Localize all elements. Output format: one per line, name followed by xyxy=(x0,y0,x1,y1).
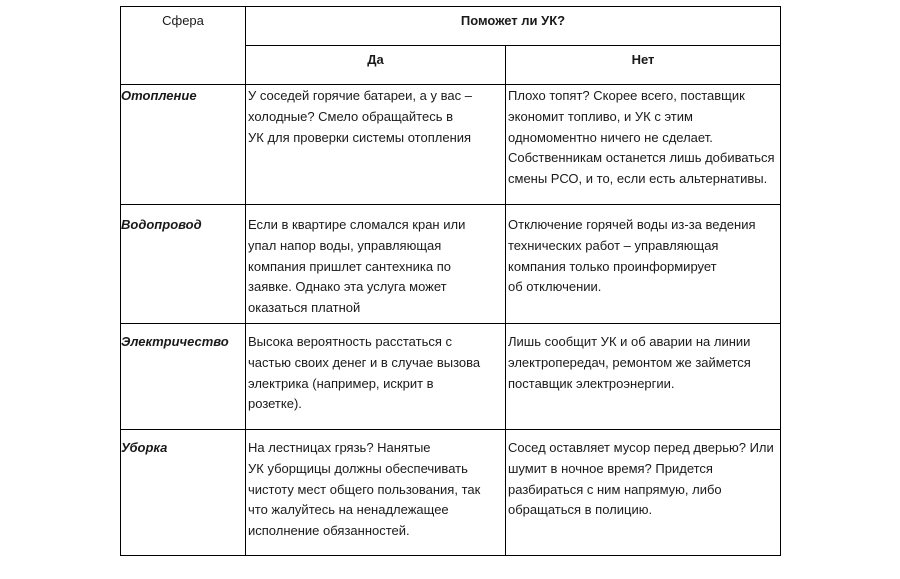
header-sphere: Сфера xyxy=(121,7,246,85)
sphere-cell: Отопление xyxy=(121,85,246,205)
no-cell: Лишь сообщит УК и об аварии на линии электропередач, ремонтом же займется поставщик электроэнергии. xyxy=(506,324,781,430)
header-yes: Да xyxy=(246,46,506,85)
table-row xyxy=(121,85,781,205)
no-cell: Отключение горячей воды из-за ведения технических работ – управляющая компания только проинформирует об отключении. xyxy=(506,205,781,324)
header-question: Поможет ли УК? xyxy=(246,7,781,46)
yes-cell: На лестницах грязь? Нанятые УК уборщицы должны обеспечивать чистоту мест общего пользования, так что жалуйтесь на ненадлежащее исполнение обязанностей. xyxy=(246,430,506,556)
sphere-cell: Электричество xyxy=(121,324,246,430)
sphere-cell: Водопровод xyxy=(121,205,246,324)
no-cell: Сосед оставляет мусор перед дверью? Или шумит в ночное время? Придется разбираться с ним напрямую, либо обращаться в полицию. xyxy=(506,430,781,556)
table-row xyxy=(121,205,781,324)
yes-cell: У соседей горячие батареи, а у вас – холодные? Смело обращайтесь в УК для проверки системы отопления xyxy=(246,85,506,205)
yes-cell: Высока вероятность расстаться с частью своих денег и в случае вызова электрика (например, искрит в розетке). xyxy=(246,324,506,430)
header-no: Нет xyxy=(506,46,781,85)
table-row xyxy=(121,430,781,556)
yes-cell: Если в квартире сломался кран или упал напор воды, управляющая компания пришлет сантехника по заявке. Однако эта услуга может оказаться платной xyxy=(246,205,506,324)
table-row xyxy=(121,324,781,430)
uk-help-table xyxy=(120,6,781,556)
no-cell: Плохо топят? Скорее всего, поставщик экономит топливо, и УК с этим одномоментно ничего не сделает. Собственникам останется лишь добиваться смены РСО, и то, если есть альтернативы. xyxy=(506,85,781,205)
sphere-cell: Уборка xyxy=(121,430,246,556)
